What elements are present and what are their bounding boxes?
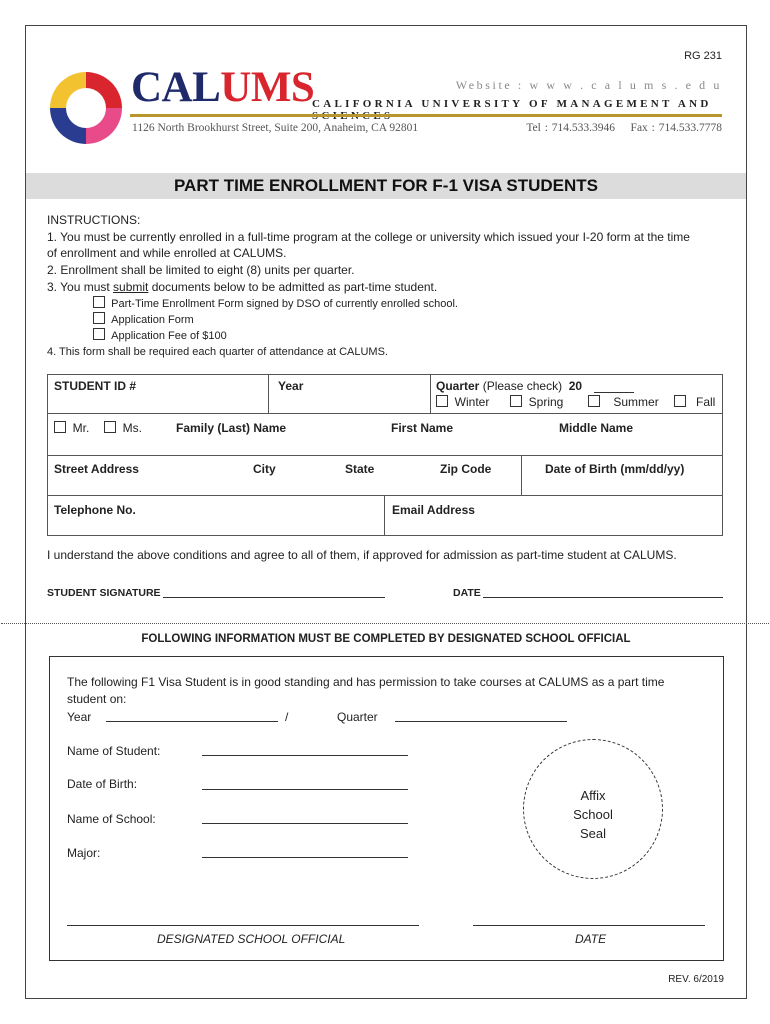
official-section-box <box>49 656 724 961</box>
instruction-3: 3. You must submit documents below to be admitted as part-time student. <box>47 280 438 294</box>
official-statement-line-2: student on: <box>67 692 127 706</box>
dso-label: DESIGNATED SCHOOL OFFICIAL <box>157 932 346 946</box>
email-label: Email Address <box>392 503 475 517</box>
instruction-4: 4. This form shall be required each quarter of attendance at CALUMS. <box>47 346 388 358</box>
instruction-1-line-1: 1. You must be currently enrolled in a full-time program at the college or university which issued your I-20 form at the time <box>47 230 690 244</box>
form-code: RG 231 <box>684 50 722 62</box>
calums-logo-icon <box>44 66 128 150</box>
agreement-statement: I understand the above conditions and agree to all of them, if approved for admission as part-time student at CALUMS. <box>47 548 677 562</box>
student-signature-line[interactable] <box>163 597 385 598</box>
name-of-student-label: Name of Student: <box>67 744 161 758</box>
student-info-table <box>47 374 723 536</box>
city-label: City <box>253 462 276 476</box>
official-year-label: Year <box>67 710 92 724</box>
dso-date-label: DATE <box>575 932 607 946</box>
date-label: DATE <box>453 587 481 599</box>
official-quarter-line[interactable] <box>395 721 567 722</box>
official-year-line[interactable] <box>106 721 278 722</box>
year-slash: / <box>285 710 289 724</box>
season-fall[interactable]: Fall <box>674 395 715 409</box>
first-name-label: First Name <box>391 421 454 435</box>
name-of-school-label: Name of School: <box>67 812 156 826</box>
doc-checkbox[interactable] <box>93 312 105 324</box>
dso-signature-line[interactable] <box>67 925 419 926</box>
telephone-label: Telephone No. <box>54 503 136 517</box>
date-of-birth-label: Date of Birth (mm/dd/yy) <box>545 462 685 476</box>
street-address-label: Street Address <box>54 462 139 476</box>
contact-numbers: Tel : 714.533.3946 Fax : 714.533.7778 <box>526 122 722 134</box>
doc-checkbox[interactable] <box>93 328 105 340</box>
checkbox[interactable] <box>674 395 686 407</box>
dso-date-line[interactable] <box>473 925 705 926</box>
major-line[interactable] <box>202 857 408 858</box>
form-page <box>25 25 747 999</box>
doc-checkbox[interactable] <box>93 296 105 308</box>
form-title: PART TIME ENROLLMENT FOR F-1 VISA STUDENTS <box>173 176 599 195</box>
date-of-birth-label-official: Date of Birth: <box>67 777 138 791</box>
brand-logo-text: CALUMS <box>131 64 315 111</box>
checkbox[interactable] <box>436 395 448 407</box>
seal-text: Affix School Seal <box>573 788 613 841</box>
date-of-birth-line[interactable] <box>202 789 408 790</box>
instruction-2: 2. Enrollment shall be limited to eight (8) units per quarter. <box>47 263 355 277</box>
instruction-1-line-2: of enrollment and while enrolled at CALUMS. <box>47 246 287 260</box>
zip-code-label: Zip Code <box>440 462 492 476</box>
state-label: State <box>345 462 375 476</box>
major-label: Major: <box>67 846 101 860</box>
official-statement-line-1: The following F1 Visa Student is in good standing and has permission to take courses at CALUMS as a part time <box>67 675 665 689</box>
checkbox[interactable] <box>510 395 522 407</box>
season-spring[interactable]: Spring <box>510 395 563 409</box>
year-field[interactable] <box>274 395 424 411</box>
instructions-heading: INSTRUCTIONS: <box>47 213 141 227</box>
student-id-field[interactable] <box>54 395 262 411</box>
family-name-label: Family (Last) Name <box>176 421 287 435</box>
season-winter[interactable]: Winter <box>436 395 489 409</box>
official-section-heading: FOLLOWING INFORMATION MUST BE COMPLETED BY DESIGNATED SCHOOL OFFICIAL <box>141 633 631 645</box>
official-quarter-label: Quarter <box>337 710 378 724</box>
section-divider <box>1 623 770 624</box>
school-seal-area <box>523 739 663 879</box>
quarter-label: Quarter (Please check) 20 <box>436 379 583 393</box>
season-summer[interactable]: Summer <box>588 395 659 409</box>
doc-item-dso-form: Part-Time Enrollment Form signed by DSO of currently enrolled school. <box>93 296 458 312</box>
title-mr[interactable]: Mr. <box>54 421 89 435</box>
website-text: Website : w w w . c a l u m s . e d u <box>455 78 722 92</box>
checkbox[interactable] <box>54 421 66 433</box>
date-line[interactable] <box>483 597 723 598</box>
year-label: Year <box>278 379 304 393</box>
doc-item-application-form: Application Form <box>93 312 194 328</box>
checkbox[interactable] <box>104 421 116 433</box>
name-of-student-line[interactable] <box>202 755 408 756</box>
title-ms[interactable]: Ms. <box>104 421 142 435</box>
header-rule <box>130 114 722 117</box>
middle-name-label: Middle Name <box>559 421 634 435</box>
revision-label: REV. 6/2019 <box>668 974 724 985</box>
quarter-year-blank[interactable] <box>594 392 634 393</box>
student-id-label: STUDENT ID # <box>54 379 137 393</box>
university-address: 1126 North Brookhurst Street, Suite 200, Anaheim, CA 92801 <box>132 122 419 134</box>
doc-item-application-fee: Application Fee of $100 <box>93 328 227 344</box>
student-signature-label: STUDENT SIGNATURE <box>47 587 161 599</box>
checkbox[interactable] <box>588 395 600 407</box>
university-full-name: CALIFORNIA UNIVERSITY OF MANAGEMENT AND <box>312 98 712 110</box>
name-of-school-line[interactable] <box>202 823 408 824</box>
